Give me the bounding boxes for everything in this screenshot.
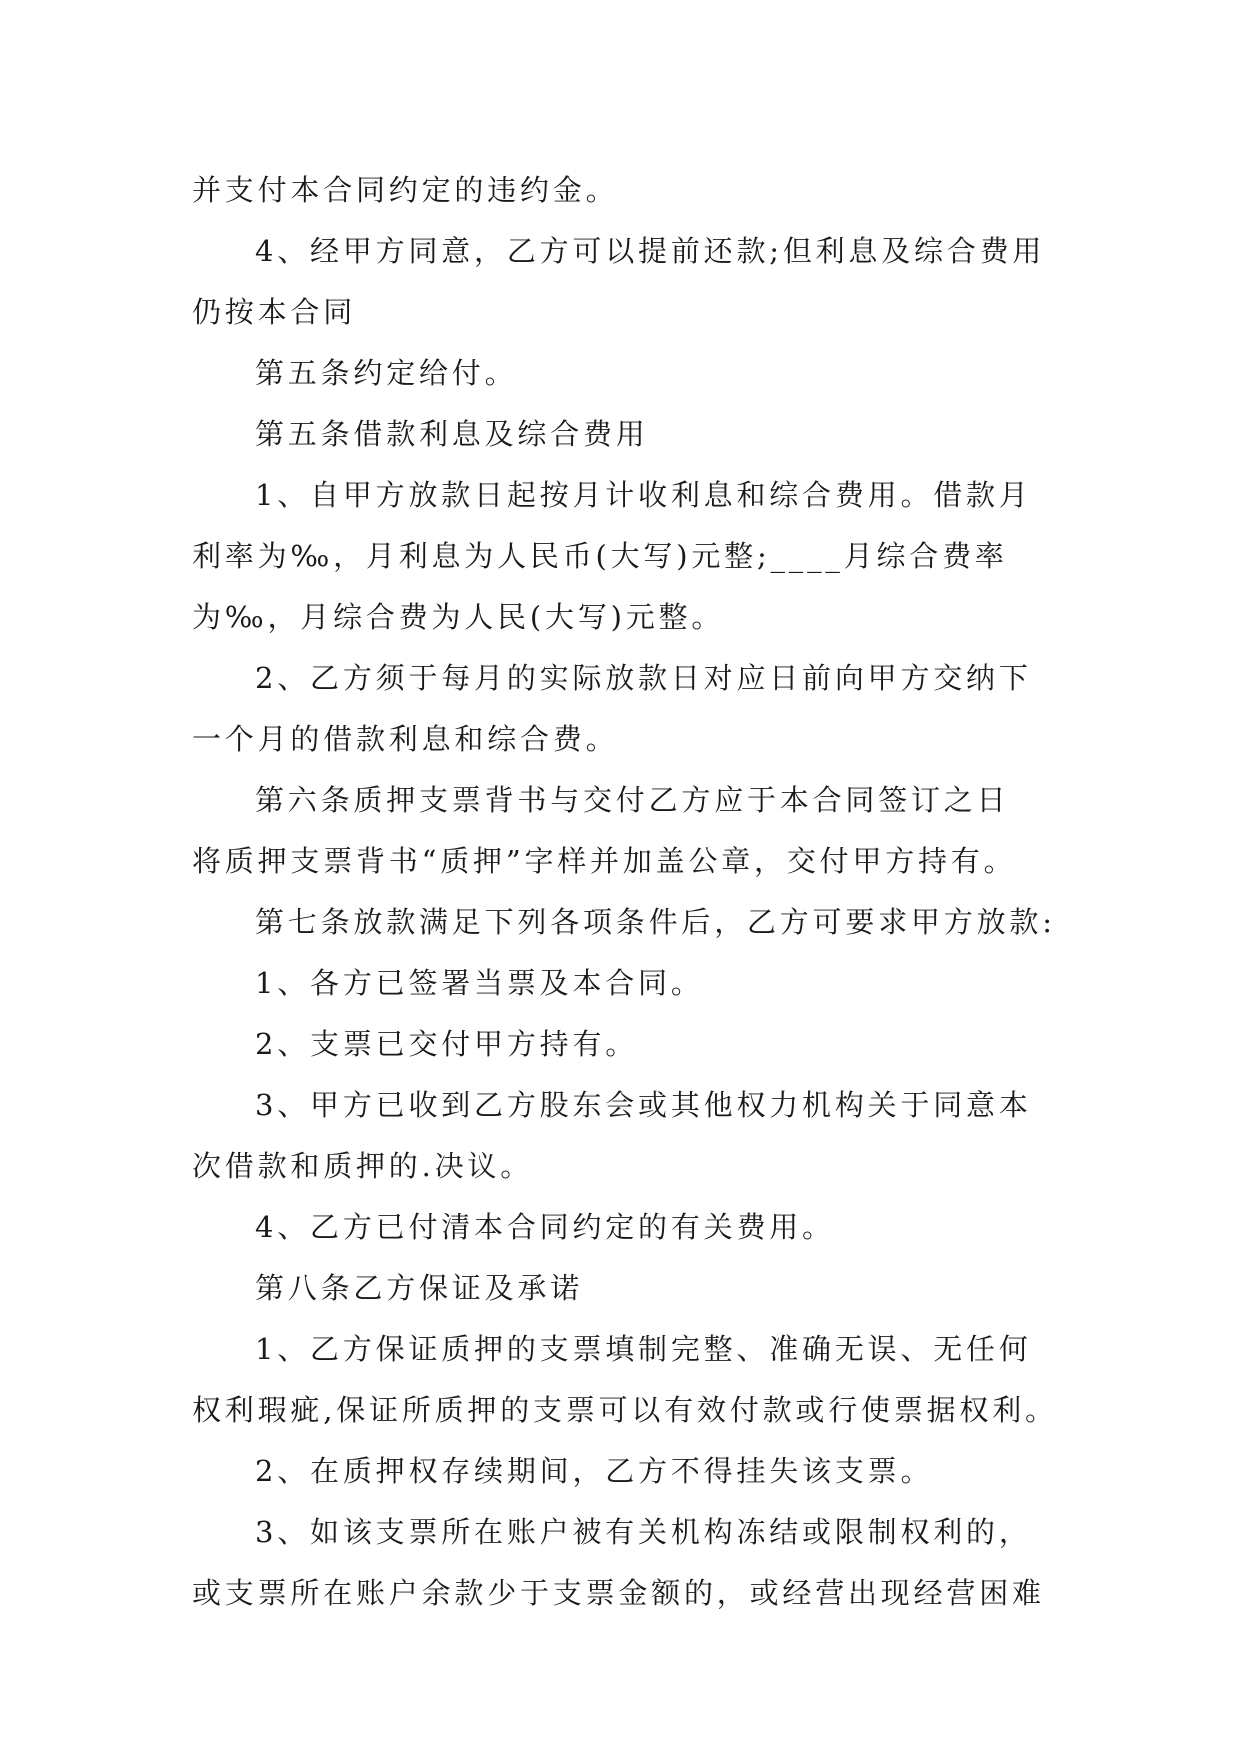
text-line: 第六条质押支票背书与交付乙方应于本合同签订之日 [255, 783, 1010, 817]
section-heading: 第八条乙方保证及承诺 [255, 1271, 584, 1305]
text-line: 3、如该支票所在账户被有关机构冻结或限制权利的， [255, 1515, 1032, 1549]
text-line: 第五条约定给付。 [255, 356, 518, 390]
text-line: 权利瑕疵,保证所质押的支票可以有效付款或行使票据权利。 [192, 1393, 1058, 1427]
text-line: 1、各方已签署当票及本合同。 [255, 966, 704, 1000]
text-line: 1、乙方保证质押的支票填制完整、准确无误、无任何 [255, 1332, 1032, 1366]
section-heading: 第五条借款利息及综合费用 [255, 417, 649, 451]
text-line: 1、自甲方放款日起按月计收利息和综合费用。借款月 [255, 478, 1032, 512]
text-line: 2、乙方须于每月的实际放款日对应日前向甲方交纳下 [255, 661, 1032, 695]
text-line: 4、乙方已付清本合同约定的有关费用。 [255, 1210, 835, 1244]
text-line: 次借款和质押的.决议。 [192, 1149, 534, 1183]
text-line: 并支付本合同约定的违约金。 [192, 173, 619, 207]
text-line: 2、在质押权存续期间，乙方不得挂失该支票。 [255, 1454, 934, 1488]
text-line: 一个月的借款利息和综合费。 [192, 722, 619, 756]
text-line: 4、经甲方同意，乙方可以提前还款;但利息及综合费用 [255, 234, 1046, 268]
text-line: 第七条放款满足下列各项条件后，乙方可要求甲方放款: [255, 905, 1056, 939]
text-line: 将质押支票背书“质押”字样并加盖公章，交付甲方持有。 [192, 844, 1017, 878]
document-body [192, 160, 1062, 1624]
text-line: 为‰，月综合费为人民(大写)元整。 [192, 600, 725, 634]
text-line: 或支票所在账户余款少于支票金额的，或经营出现经营困难 [192, 1576, 1045, 1610]
text-line: 2、支票已交付甲方持有。 [255, 1027, 639, 1061]
text-line: 利率为‰，月利息为人民币(大写)元整;____月综合费率 [192, 539, 1008, 573]
text-line: 3、甲方已收到乙方股东会或其他权力机构关于同意本 [255, 1088, 1032, 1122]
text-line: 仍按本合同 [192, 295, 357, 329]
